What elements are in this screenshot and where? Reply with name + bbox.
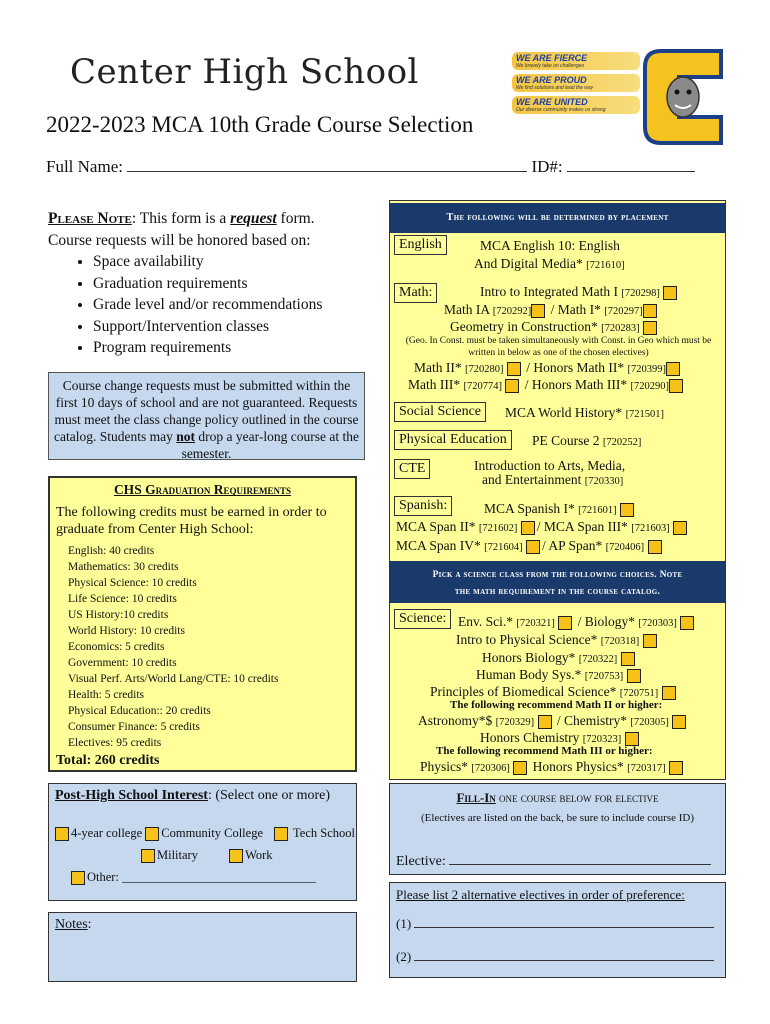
checkbox-s4[interactable] [621, 652, 635, 666]
full-name-field[interactable] [127, 157, 527, 172]
checkbox-sp1[interactable] [620, 503, 634, 517]
checkbox-s9[interactable] [625, 732, 639, 746]
note-heading: Please Note [48, 210, 132, 227]
list-item: World History: 10 credits [68, 625, 185, 637]
checkbox-s10[interactable] [513, 761, 527, 775]
spanish-label: Spanish: [394, 496, 452, 516]
math-label: Math: [394, 283, 437, 303]
list-item: Physical Education:: 20 credits [68, 705, 211, 717]
checkbox-work[interactable] [229, 849, 243, 863]
checkbox-math8[interactable] [669, 379, 683, 393]
motto-line: WE ARE PROUD We find solutions and lead the way [512, 74, 640, 92]
list-item: • Grade level and/or recommendations [93, 294, 368, 316]
checkbox-military[interactable] [141, 849, 155, 863]
checkbox-math5[interactable] [507, 362, 521, 376]
grad-heading: CHS Graduation Requirements [113, 482, 292, 497]
grad-total: Total: 260 credits [56, 753, 160, 768]
social-science-label: Social Science [394, 402, 486, 422]
full-name-label: Full Name: [46, 157, 123, 176]
checkbox-sp3[interactable] [673, 521, 687, 535]
checkbox-sp2[interactable] [521, 521, 535, 535]
checkbox-s3[interactable] [643, 634, 657, 648]
placement-header: The following will be determined by placement [390, 203, 725, 233]
list-item: • Support/Intervention classes [93, 316, 368, 338]
elective-box [389, 783, 726, 875]
motto-line: WE ARE UNITED Our diverse community makes us strong [512, 96, 640, 114]
list-item: Health: 5 credits [68, 689, 145, 701]
science-label: Science: [394, 609, 451, 629]
change-policy-box: Course change requests must be submitted within the first 10 days of school and are not guaranteed. Requests must meet the class change policy outlined in the course catalog. Students may not drop a year-long course at the semester. [48, 372, 365, 460]
checkbox-math4[interactable] [643, 321, 657, 335]
notes-box[interactable]: Notes: [48, 912, 357, 982]
elective-header: Fill-In one course below for elective [456, 790, 659, 805]
school-c-logo-icon [641, 47, 725, 147]
elective-label: Elective: [396, 854, 446, 869]
checkbox-math2[interactable] [531, 304, 545, 318]
checkbox-s2[interactable] [680, 616, 694, 630]
checkbox-s1[interactable] [558, 616, 572, 630]
checkbox-s11[interactable] [669, 761, 683, 775]
english-label: English [394, 235, 447, 255]
checkbox-s8[interactable] [672, 715, 686, 729]
list-item: English: 40 credits [68, 545, 155, 557]
science-header: Pick a science class from the following choices. Note the math requirement in the course catalog. [390, 561, 725, 603]
list-item: Life Science: 10 credits [68, 593, 177, 605]
checkbox-4yr[interactable] [55, 827, 69, 841]
alternative-electives-box: Please list 2 alternative electives in order of preference: (1) (2) [389, 882, 726, 978]
cte-label: CTE [394, 459, 430, 479]
form-title: 2022-2023 MCA 10th Grade Course Selection [46, 112, 474, 137]
please-note: Please Note: This form is a request form. Course requests will be honored based on: • Space availability • Graduation requirements • Grade level and/or recommendations • Support/Intervention classes • Program requirements [48, 208, 368, 359]
motto-banner [512, 52, 640, 140]
motto-line: WE ARE FIERCE We bravely take on challenges [512, 52, 640, 70]
checkbox-tech[interactable] [274, 827, 288, 841]
alt-elective-1-field[interactable] [414, 913, 714, 928]
checkbox-sp4[interactable] [526, 540, 540, 554]
name-row [46, 157, 726, 177]
list-item: Electives: 95 credits [68, 737, 162, 749]
list-item: Mathematics: 30 credits [68, 561, 179, 573]
checkbox-other[interactable] [71, 871, 85, 885]
list-item: • Program requirements [93, 337, 368, 359]
alt-elective-2-field[interactable] [414, 946, 714, 961]
checkbox-math7[interactable] [505, 379, 519, 393]
list-item: • Space availability [93, 251, 368, 273]
list-item: • Graduation requirements [93, 273, 368, 295]
elective-field[interactable] [449, 850, 711, 865]
post-high-school-box: Post-High School Interest: (Select one or more) 4-year college Community College Tech School Military Work Other: _______________________________ [48, 783, 357, 901]
placement-panel: The following will be determined by placement English MCA English 10: English And Digital Media* [721610] Math: Intro to Integrated Math I [720298] Math IA [720292] / Math I* [720297] Geometry in Construction* [720283] (Geo. In Const. must be taken simultaneously with Const. in Geo which must be written in below as one of the chosen electives) Math II* [720280] / Honors Math II* [720399] Math III* [720774] / Honors Math III* [720290] Social Science MCA World History* [721501] Physical Education PE Course 2 [720252] CTE Introduction to Arts, Media, and Entertainment [720330] Spanish: MCA Spanish I* [721601] MCA Span II* [721602] / MCA Span III* [721603] MCA Span IV* [721604] / AP Span* [720406] Pick a science class from the following choices. Note the math requirement in the course catalog. Science: Env. Sci.* [720321] / Biology* [720303] Intro to Physical Science* [720318] Honors Biology* [720322] Human Body Sys.* [720753] Principles of Biomedical Science* [720751] The following recommend Math II or higher: Astronomy*$ [720329] / Chemistry* [720305] Honors Chemistry [720323] The following recommend Math III or higher: Physics* [720306] Honors Physics* [720317] [389, 200, 726, 780]
list-item: Economics: 5 credits [68, 641, 165, 653]
school-name: Center High School [70, 52, 419, 92]
checkbox-math1[interactable] [663, 286, 677, 300]
graduation-requirements-box [48, 476, 357, 772]
checkbox-math6[interactable] [666, 362, 680, 376]
list-item: Government: 10 credits [68, 657, 177, 669]
checkbox-sp5[interactable] [648, 540, 662, 554]
honored-basis: Course requests will be honored based on: [48, 231, 311, 249]
list-item: Consumer Finance: 5 credits [68, 721, 200, 733]
alt-heading: Please list 2 alternative electives in order of preference: [396, 887, 685, 902]
list-item: Visual Perf. Arts/World Lang/CTE: 10 credits [68, 673, 279, 685]
list-item: Physical Science: 10 credits [68, 577, 197, 589]
pe-label: Physical Education [394, 430, 512, 450]
id-label: ID#: [531, 157, 563, 176]
id-field[interactable] [567, 157, 695, 172]
post-hs-heading: Post-High School Interest [55, 788, 208, 803]
checkbox-math3[interactable] [643, 304, 657, 318]
checkbox-s7[interactable] [538, 715, 552, 729]
checkbox-cc[interactable] [145, 827, 159, 841]
grad-intro: The following credits must be earned in order to graduate from Center High School: [56, 505, 327, 537]
list-item: US History:10 credits [68, 609, 169, 621]
elective-subheader: (Electives are listed on the back, be sure to include course ID) [420, 812, 695, 824]
notes-label: Notes [55, 917, 88, 932]
checkbox-s6[interactable] [662, 686, 676, 700]
checkbox-s5[interactable] [627, 669, 641, 683]
